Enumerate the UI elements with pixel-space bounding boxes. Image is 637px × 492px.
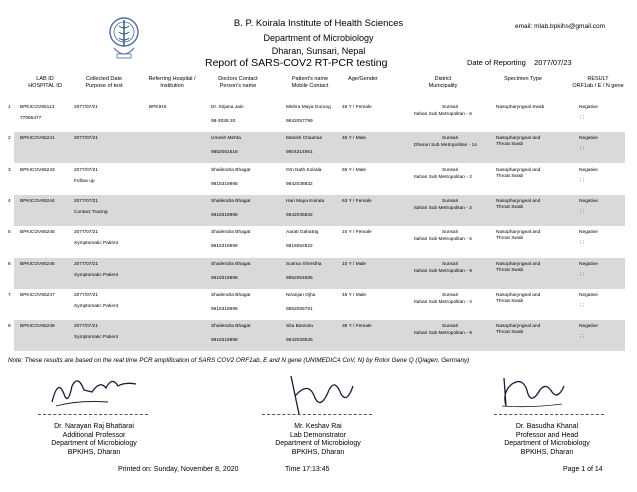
row-result: Negative <box>579 198 598 204</box>
row-age: 45 Y / Male <box>342 292 367 298</box>
row-sn: 5 <box>8 230 11 236</box>
row-date: 2077/07/21 <box>74 230 99 236</box>
col-purpose-label: Purpose of test <box>85 83 123 89</box>
row-hospital-id: 77065477 <box>20 116 42 121</box>
col-municipality-label: Municipality <box>428 83 458 89</box>
row-patient: Hari Maya Koirala <box>286 198 325 204</box>
institute-name: B. P. Koirala Institute of Health Sciences <box>233 18 404 29</box>
table-row <box>8 289 625 320</box>
row-specimen: Nasopharyngeal and <box>496 292 541 298</box>
row-mobile: 9852054585 <box>286 275 313 281</box>
row-patient: Mishra Maya Gurung <box>286 105 331 110</box>
table-row <box>8 164 625 195</box>
row-specimen-2: Throat Swab <box>496 298 524 304</box>
row-lab-id: BPKICOV65244 <box>20 198 55 204</box>
row-patient: Niranjan Ojha <box>286 292 316 298</box>
row-lab-id: BPKICOV65241 <box>20 136 55 142</box>
row-mobile: 9842057799 <box>286 119 313 124</box>
row-result: Negative <box>579 105 598 110</box>
signatory-3-dept: Department of Microbiology <box>504 440 590 447</box>
signatory-3-inst: BPKIHS, Dharan <box>520 448 574 456</box>
row-result: Negative <box>579 292 598 298</box>
row-result: Negative <box>579 167 598 173</box>
table-row <box>8 320 625 351</box>
row-result: Negative <box>579 261 598 267</box>
signature-line-1 <box>38 414 148 415</box>
signature-bhattarai <box>48 372 140 412</box>
row-mobile: 9842036832 <box>286 212 313 218</box>
row-specimen-2: Throat Swab <box>496 204 524 210</box>
row-result-detail: ; ; <box>580 115 584 120</box>
row-purpose: Symptomatic Patient <box>74 241 118 247</box>
col-lab-id-label: LAB ID <box>36 76 54 82</box>
row-result-detail: ; ; <box>580 240 584 246</box>
row-specimen: Nasopharyngeal and <box>496 167 541 173</box>
row-result: Negative <box>579 324 598 330</box>
row-specimen: Nasopharyngeal and <box>496 324 541 330</box>
row-date: 2077/07/21 <box>74 167 99 173</box>
row-specimen-2: Throat Swab <box>496 330 524 336</box>
row-mobile: 9852055781 <box>286 306 313 312</box>
col-patient-label: Patient's name <box>291 76 329 82</box>
row-purpose: Symptomatic Patient <box>74 303 118 309</box>
row-sn: 1 <box>8 105 11 110</box>
email: email: mlab.bpkihs@gmail.com <box>515 23 606 30</box>
col-collected <box>76 76 132 90</box>
row-age: 63 Y / Female <box>342 198 372 204</box>
signatory-2-dept: Department of Microbiology <box>275 440 361 447</box>
row-doctor: Shailendra Bhagat <box>211 167 251 173</box>
row-doctor-phone: 9816318998 <box>211 244 238 250</box>
col-doctor-label: Doctors Contact <box>218 76 258 82</box>
signatory-2-title: Lab Demonstrator <box>289 431 347 439</box>
row-doctor-phone: 9816318998 <box>211 306 238 312</box>
row-purpose: Contact Tracing <box>74 209 108 215</box>
row-municipality: Itahari Sub Metropolitan - 2 <box>414 174 472 180</box>
row-age: 65 Y / Male <box>342 167 367 173</box>
col-district-label: District <box>434 76 452 82</box>
signatory-2-inst: BPKIHS, Dharan <box>291 448 345 456</box>
row-municipality: Dharan Sub Metropolitan - 14 <box>414 143 477 149</box>
col-age: Age/Gender <box>348 76 378 82</box>
col-referring: Referring Hospital / Institution <box>148 76 196 89</box>
page-number: Page 1 of 14 <box>563 466 603 473</box>
row-district: Sunsari <box>442 230 459 236</box>
row-date: 2077/07/21 <box>74 261 99 267</box>
table-row <box>8 132 625 163</box>
row-district: Sunsari <box>442 292 459 298</box>
row-lab-id: BPKICOV65247 <box>20 292 55 298</box>
row-date: 2077/07/21 <box>74 324 99 330</box>
row-lab-id: BPKICOV65243 <box>20 167 55 173</box>
row-date: 2077/07/21 <box>74 136 99 142</box>
table-header <box>8 76 629 98</box>
signatory-2 <box>243 423 393 457</box>
row-district: Sunsari <box>442 105 459 110</box>
signatory-3-title: Professor and Head <box>515 431 579 439</box>
row-referring: BPKIHS <box>149 105 167 110</box>
signatory-1-dept: Department of Microbiology <box>51 440 137 447</box>
row-doctor: Shailendra Bhagat <box>211 292 251 298</box>
row-municipality: Itahari Sub Metropolitan - 5 <box>414 237 472 243</box>
row-mobile: 9804314961 <box>286 150 313 156</box>
row-specimen-2: Throat Swab <box>496 236 524 242</box>
row-specimen-2: Throat Swab <box>496 267 524 273</box>
row-doctor-phone: 9816318998 <box>211 338 238 344</box>
row-sn: 3 <box>8 167 11 173</box>
signature-rai <box>285 370 357 418</box>
row-lab-id: BPKICOV65249 <box>20 324 55 330</box>
row-age: 10 Y / Male <box>342 261 367 267</box>
department-name: Department of Microbiology <box>263 33 374 43</box>
signatory-1-title: Additional Professor <box>62 431 126 439</box>
row-doctor: Dr. Srijana Jain <box>211 105 244 110</box>
row-result-detail: ; ; <box>580 146 584 152</box>
row-specimen: Nasopharyngeal and <box>496 136 541 142</box>
row-result-detail: ; ; <box>580 177 584 183</box>
signatory-1-name: Dr. Narayan Raj Bhattarai <box>54 423 134 430</box>
printed-time: Time 17:13:45 <box>285 466 330 473</box>
col-result-sub: ORF1ab / E / N gene <box>572 83 624 89</box>
note-text: Note: These results are based on the real time PCR amplification of SARS COV2 ORF1ab, E and N gene (UNIMEDICA CoV, N) by Rotor Gene Q (Qiagen, Germany) <box>8 357 470 364</box>
col-patient <box>278 76 342 90</box>
row-mobile: 9816062622 <box>286 244 313 250</box>
row-age: 35 Y / Female <box>342 324 372 330</box>
col-specimen: Specimen Type <box>504 76 542 82</box>
signatory-1 <box>19 423 169 457</box>
row-sn: 4 <box>8 198 11 204</box>
row-mobile: 9842029535 <box>286 338 313 344</box>
row-result-detail: ; ; <box>580 302 584 308</box>
row-doctor-phone: 9852051518 <box>211 150 238 156</box>
row-sn: 7 <box>8 292 11 298</box>
row-district: Sunsari <box>442 167 459 173</box>
col-person-label: Person's name <box>219 83 257 89</box>
row-mobile: 9842036832 <box>286 181 313 187</box>
col-doctor <box>206 76 270 90</box>
row-doctor: Umesh Mehta <box>211 136 241 142</box>
row-district: Sunsari <box>442 261 459 267</box>
row-sn: 8 <box>8 324 11 330</box>
row-doctor-phone: 9816318998 <box>211 181 238 187</box>
row-specimen: Nasopharyngeal and <box>496 261 541 267</box>
row-municipality: Itahari Sub Metropolitan - 9 <box>414 268 472 274</box>
reporting-date <box>467 58 572 67</box>
signature-line-2 <box>262 414 372 415</box>
signature-line-3 <box>494 414 604 415</box>
row-district: Sunsari <box>442 324 459 330</box>
row-district: Sunsari <box>442 198 459 204</box>
row-date: 2077/07/21 <box>74 292 99 298</box>
row-patient: Susma Shrestha <box>286 261 322 267</box>
row-patient: Manish Chauhan <box>286 136 323 142</box>
row-specimen: Nasopharyngeal and <box>496 198 541 204</box>
row-lab-id: BPKICOV65113 <box>20 105 55 110</box>
row-age: 24 Y / Female <box>342 230 372 236</box>
row-result-detail: ; ; <box>580 334 584 340</box>
row-municipality: Itahari Sub Metropolitan - 4 <box>414 299 472 305</box>
row-lab-id: BPKICOV65246 <box>20 261 55 267</box>
col-hospital-id-label: HOSPITAL ID <box>28 83 62 89</box>
table-row <box>8 226 625 257</box>
signatory-3 <box>472 423 622 457</box>
col-collected-label: Collected Date <box>85 76 123 82</box>
reporting-label: Date of Reporting <box>467 58 526 67</box>
location: Dharan, Sunsari, Nepal <box>271 46 366 56</box>
row-patient: Aarati Gahatraj <box>286 230 319 236</box>
row-purpose: Symptomatic Patient <box>74 272 118 278</box>
report-title: Report of SARS-COV2 RT-PCR testing <box>205 57 388 69</box>
table-row <box>8 258 625 289</box>
row-date: 2077/07/21 <box>74 198 99 204</box>
row-purpose: Follow up <box>74 178 95 184</box>
row-date: 2077/07/21 <box>74 105 99 110</box>
row-age: 46 Y / Female <box>342 105 372 110</box>
row-doctor-phone: 98-3028 30 <box>211 119 236 124</box>
row-sn: 6 <box>8 261 11 267</box>
row-specimen-2: Throat Swab <box>496 142 524 148</box>
row-purpose: Symptomatic Patient <box>74 335 118 341</box>
table-row <box>8 195 625 226</box>
row-sn: 2 <box>8 136 11 142</box>
row-lab-id: BPKICOV65245 <box>20 230 55 236</box>
signatory-1-inst: BPKIHS, Dharan <box>67 448 121 456</box>
col-district <box>393 76 493 90</box>
signature-khanal <box>498 372 568 412</box>
row-result-detail: ; ; <box>580 208 584 214</box>
col-result <box>568 76 628 90</box>
signatory-3-name: Dr. Basudha Khanal <box>515 423 579 430</box>
row-result-detail: ; ; <box>580 271 584 277</box>
row-specimen-2: Throat Swab <box>496 173 524 179</box>
printed-on: Printed on: Sunday, November 8, 2020 <box>118 466 239 473</box>
row-result: Negative <box>579 230 598 236</box>
row-district: Sunsari <box>442 136 459 142</box>
col-lab-id <box>20 76 70 90</box>
row-doctor-phone: 9816318998 <box>211 212 238 218</box>
table-row <box>8 101 625 132</box>
row-patient: Sita Basnola <box>286 324 313 330</box>
row-doctor: Shailendra Bhagat <box>211 261 251 267</box>
col-result-label: RESULT <box>587 76 609 82</box>
signatory-2-name: Mr. Keshav Rai <box>294 423 342 430</box>
row-patient: Om Nath Koirala <box>286 167 322 173</box>
row-doctor: Shailendra Bhagat <box>211 230 251 236</box>
row-doctor-phone: 9816318998 <box>211 275 238 281</box>
col-mobile-label: Mobile Contact <box>291 83 329 89</box>
reporting-date-value: 2077/07/23 <box>534 58 572 67</box>
row-result: Negative <box>579 136 598 142</box>
row-municipality: Itahari Sub Metropolitan - 2 <box>414 205 472 211</box>
row-age: 45 Y / Male <box>342 136 367 142</box>
row-specimen: Nasopharyngeal and <box>496 230 541 236</box>
row-specimen: Nasopharyngeal Swab <box>496 105 545 110</box>
row-municipality: Itahari Sub Metropolitan - 6 <box>414 112 472 117</box>
row-municipality: Itahari Sub Metropolitan - 9 <box>414 331 472 337</box>
row-doctor: Shailendra Bhagat <box>211 198 251 204</box>
row-doctor: Shailendra Bhagat <box>211 324 251 330</box>
